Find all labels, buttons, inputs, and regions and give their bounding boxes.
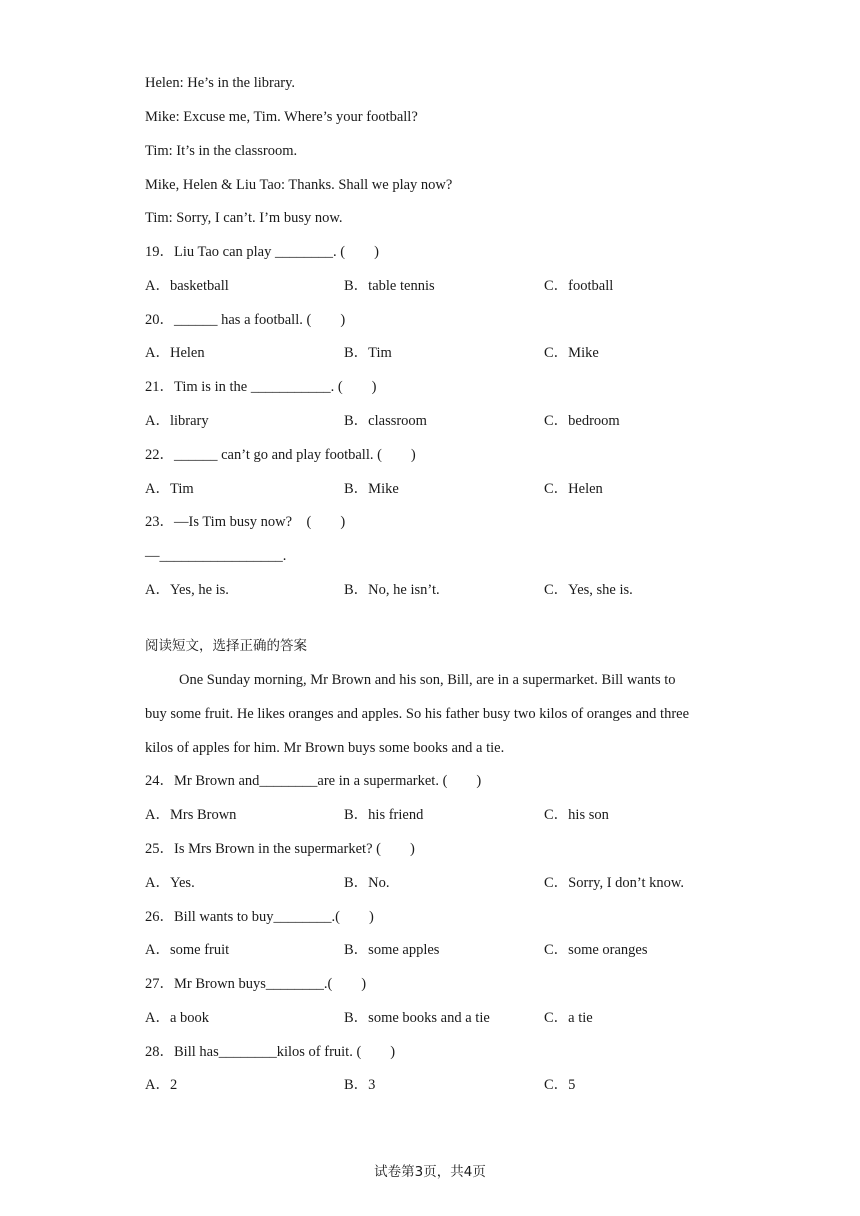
question-27-options — [145, 1008, 765, 1028]
page-footer: 试卷第3页，共4页 — [374, 1164, 486, 1180]
dialogue-line: Tim: Sorry, I can’t. I’m busy now. — [145, 210, 343, 226]
question-23-answer-line: —_________________. — [145, 548, 287, 564]
option-a[interactable]: A．2 — [145, 1077, 178, 1093]
option-b[interactable]: B．his friend — [344, 807, 424, 823]
option-c[interactable]: C．football — [544, 278, 614, 294]
option-c[interactable]: C．Mike — [544, 345, 599, 361]
option-a[interactable]: A．Helen — [145, 345, 205, 361]
passage-line: buy some fruit. He likes oranges and apples. So his father busy two kilos of oranges and three — [145, 706, 690, 722]
question-26-options — [145, 940, 765, 960]
question-21-stem: 21．Tim is in the ___________. ( ) — [145, 379, 377, 395]
question-25-options — [145, 873, 765, 893]
option-b[interactable]: B．some apples — [344, 942, 440, 958]
option-a[interactable]: A．basketball — [145, 278, 229, 294]
option-a[interactable]: A．a book — [145, 1010, 210, 1026]
section-title: 阅读短文，选择正确的答案 — [145, 638, 307, 654]
option-c[interactable]: C．bedroom — [544, 413, 620, 429]
option-c[interactable]: C．Yes, she is. — [544, 582, 633, 598]
passage-line: One Sunday morning, Mr Brown and his son, Bill, are in a supermarket. Bill wants to — [179, 672, 676, 688]
question-24-stem: 24．Mr Brown and________are in a supermarket. ( ) — [145, 773, 482, 789]
question-26-stem: 26．Bill wants to buy________.( ) — [145, 909, 374, 925]
dialogue-line: Helen: He’s in the library. — [145, 75, 296, 91]
option-a[interactable]: A．Yes. — [145, 875, 195, 891]
option-c[interactable]: C．some oranges — [544, 942, 648, 958]
dialogue-line: Mike, Helen & Liu Tao: Thanks. Shall we play now? — [145, 177, 453, 193]
question-25-stem: 25．Is Mrs Brown in the supermarket? ( ) — [145, 841, 415, 857]
option-a[interactable]: A．Yes, he is. — [145, 582, 229, 598]
option-a[interactable]: A．some fruit — [145, 942, 230, 958]
question-19-options — [145, 276, 765, 296]
passage-line: kilos of apples for him. Mr Brown buys some books and a tie. — [145, 740, 505, 756]
question-21-options — [145, 411, 765, 431]
question-23-stem: 23．—Is Tim busy now? ( ) — [145, 514, 346, 530]
option-b[interactable]: B．No. — [344, 875, 390, 891]
option-c[interactable]: C．5 — [544, 1077, 576, 1093]
question-23-options — [145, 580, 765, 600]
question-24-options — [145, 805, 765, 825]
option-b[interactable]: B．Tim — [344, 345, 392, 361]
question-19-stem: 19．Liu Tao can play ________. ( ) — [145, 244, 379, 260]
option-a[interactable]: A．Mrs Brown — [145, 807, 237, 823]
option-b[interactable]: B．3 — [344, 1077, 376, 1093]
option-b[interactable]: B．Mike — [344, 481, 399, 497]
option-a[interactable]: A．library — [145, 413, 209, 429]
option-c[interactable]: C．Helen — [544, 481, 603, 497]
question-28-stem: 28．Bill has________kilos of fruit. ( ) — [145, 1044, 396, 1060]
option-b[interactable]: B．table tennis — [344, 278, 435, 294]
question-22-options — [145, 479, 765, 499]
dialogue-line: Mike: Excuse me, Tim. Where’s your football? — [145, 109, 418, 125]
option-b[interactable]: B．classroom — [344, 413, 427, 429]
option-c[interactable]: C．Sorry, I don’t know. — [544, 875, 685, 891]
option-b[interactable]: B．No, he isn’t. — [344, 582, 440, 598]
option-b[interactable]: B．some books and a tie — [344, 1010, 490, 1026]
option-c[interactable]: C．a tie — [544, 1010, 593, 1026]
dialogue-line: Tim: It’s in the classroom. — [145, 143, 298, 159]
question-27-stem: 27．Mr Brown buys________.( ) — [145, 976, 367, 992]
question-28-options — [145, 1075, 765, 1095]
option-a[interactable]: A．Tim — [145, 481, 194, 497]
question-20-options — [145, 343, 765, 363]
question-20-stem: 20．______ has a football. ( ) — [145, 312, 346, 328]
question-22-stem: 22．______ can’t go and play football. ( ) — [145, 447, 416, 463]
option-c[interactable]: C．his son — [544, 807, 609, 823]
